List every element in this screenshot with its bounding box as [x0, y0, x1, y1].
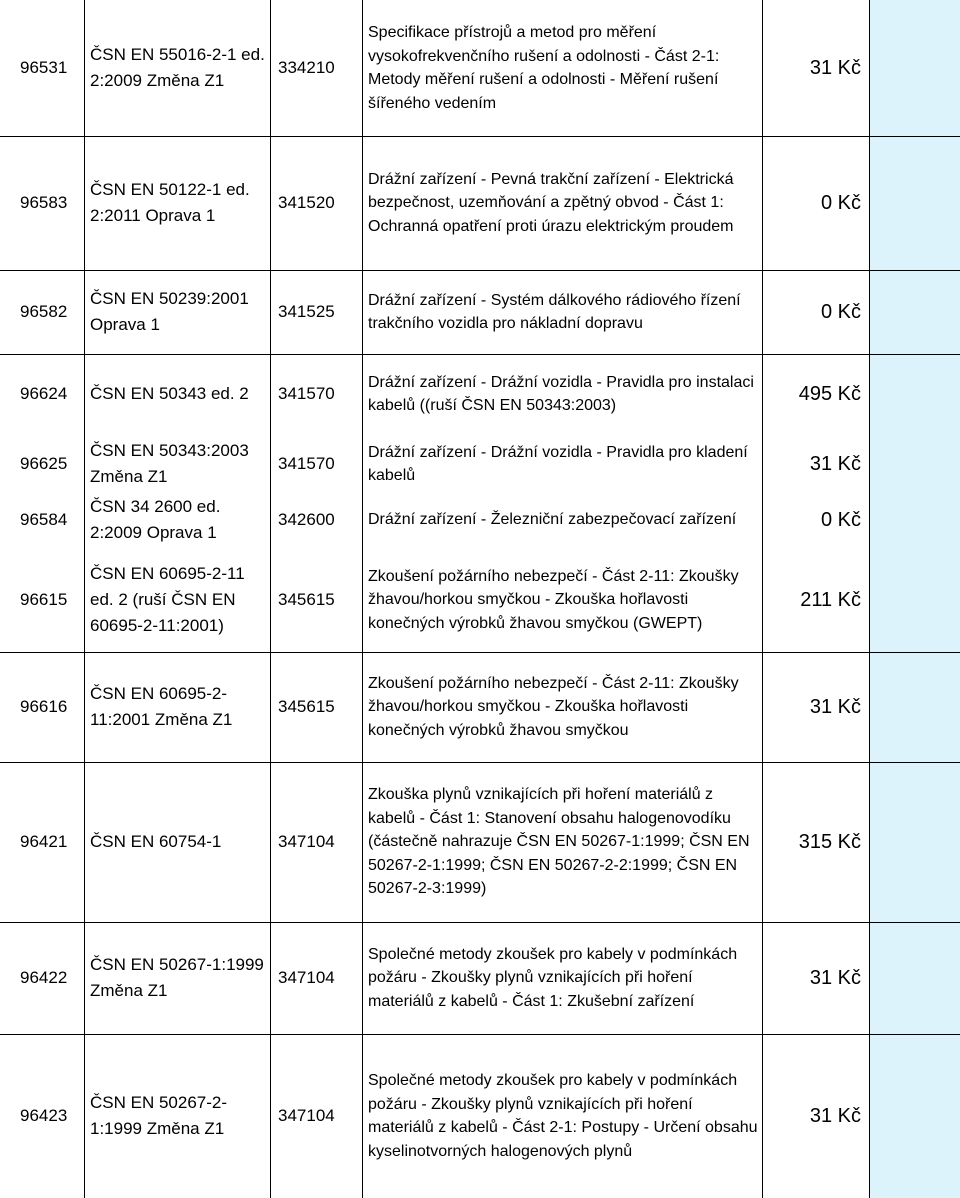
standard-description: Společné metody zkoušek pro kabely v podmínkách požáru - Zkoušky plynů vznikajících při hoření materiálů z kabelů - Část 2-1: Postupy - Určení obsahu kyselinotvorných halogenových plynů — [368, 1072, 758, 1160]
price: 31 Kč — [809, 1104, 861, 1127]
item-id: 96422 — [20, 968, 68, 987]
class-code: 342600 — [278, 510, 335, 529]
price: 211 Kč — [800, 588, 861, 611]
standard-name: ČSN EN 50267-2-1:1999 Změna Z1 — [90, 1093, 228, 1138]
class-code: 341525 — [278, 302, 335, 321]
class-code: 345615 — [278, 590, 335, 609]
table-row — [0, 492, 960, 548]
class-code: 347104 — [278, 968, 335, 987]
standard-name: ČSN EN 50122-1 ed. 2:2011 Oprava 1 — [90, 180, 250, 225]
table-row — [0, 1034, 960, 1198]
class-code: 345615 — [278, 697, 335, 716]
class-code: 341520 — [278, 193, 335, 212]
standard-description: Společné metody zkoušek pro kabely v podmínkách požáru - Zkoušky plynů vznikajících při hoření materiálů z kabelů - Část 1: Zkušební zařízení — [368, 945, 738, 1010]
standard-description: Zkouška plynů vznikajících při hoření materiálů z kabelů - Část 1: Stanovení obsahu halogenovodíku (částečně nahrazuje ČSN EN 50267-1:1999; ČSN EN 50267-2-1:1999; ČSN EN 50267-2-2:1999; ČSN EN 50267-2-3:1999) — [368, 786, 750, 898]
class-code: 347104 — [278, 832, 335, 851]
item-id: 96624 — [20, 384, 68, 403]
table-row — [0, 434, 960, 494]
item-id: 96625 — [20, 454, 68, 473]
item-id: 96582 — [20, 302, 68, 321]
price: 315 Kč — [798, 830, 861, 853]
standard-description: Drážní zařízení - Drážní vozidla - Pravidla pro instalaci kabelů ((ruší ČSN EN 50343:2003) — [368, 373, 754, 414]
standard-description: Drážní zařízení - Systém dálkového rádiového řízení trakčního vozidla pro nákladní dopravu — [368, 291, 741, 332]
standard-description: Drážní zařízení - Železniční zabezpečovací zařízení — [368, 511, 737, 529]
standard-name: ČSN EN 50239:2001 Oprava 1 — [90, 289, 249, 334]
table-row — [0, 270, 960, 354]
item-id: 96616 — [20, 697, 68, 716]
standard-description: Zkoušení požárního nebezpečí - Část 2-11: Zkoušky žhavou/horkou smyčkou - Zkouška hořlavosti konečných výrobků žhavou smyčkou (GWEPT) — [368, 567, 739, 632]
standard-name: ČSN EN 50343 ed. 2 — [90, 384, 249, 403]
item-id: 96584 — [20, 510, 68, 529]
price: 31 Kč — [809, 452, 861, 475]
price: 31 Kč — [809, 695, 861, 718]
price: 0 Kč — [820, 300, 861, 323]
price: 0 Kč — [820, 191, 861, 214]
standard-name: ČSN 34 2600 ed. 2:2009 Oprava 1 — [90, 497, 221, 542]
standard-description: Specifikace přístrojů a metod pro měření vysokofrekvenčního rušení a odolnosti - Část 2-1: Metody měření rušení a odolnosti - Měření rušení šířeného vedením — [368, 24, 720, 112]
table-row — [0, 548, 960, 652]
price: 31 Kč — [809, 56, 861, 79]
item-id: 96421 — [20, 832, 68, 851]
standard-name: ČSN EN 60754-1 — [90, 832, 222, 851]
table-row — [0, 762, 960, 922]
class-code: 341570 — [278, 454, 335, 473]
item-id: 96423 — [20, 1106, 68, 1125]
item-id: 96531 — [20, 58, 68, 77]
price: 0 Kč — [820, 508, 861, 531]
standard-name: ČSN EN 55016-2-1 ed. 2:2009 Změna Z1 — [90, 45, 265, 90]
standard-name: ČSN EN 60695-2-11:2001 Změna Z1 — [90, 684, 233, 729]
standard-name: ČSN EN 50343:2003 Změna Z1 — [90, 441, 249, 486]
price: 31 Kč — [809, 966, 861, 989]
standard-name: ČSN EN 50267-1:1999 Změna Z1 — [90, 955, 264, 1000]
item-id: 96583 — [20, 193, 68, 212]
table-row — [0, 354, 960, 434]
class-code: 347104 — [278, 1106, 335, 1125]
class-code: 334210 — [278, 58, 335, 77]
standard-description: Drážní zařízení - Drážní vozidla - Pravidla pro kladení kabelů — [368, 443, 748, 484]
table-row — [0, 0, 960, 136]
table-row — [0, 652, 960, 762]
price: 495 Kč — [798, 382, 861, 405]
standard-description: Drážní zařízení - Pevná trakční zařízení - Elektrická bezpečnost, uzemňování a zpětný obvod - Část 1: Ochranná opatření proti úrazu elektrickým proudem — [368, 170, 734, 235]
item-id: 96615 — [20, 590, 68, 609]
class-code: 341570 — [278, 384, 335, 403]
standard-description: Zkoušení požárního nebezpečí - Část 2-11: Zkoušky žhavou/horkou smyčkou - Zkouška hořlavosti konečných výrobků žhavou smyčkou — [368, 674, 739, 739]
table-row — [0, 922, 960, 1034]
table-row — [0, 136, 960, 270]
standard-name: ČSN EN 60695-2-11 ed. 2 (ruší ČSN EN 60695-2-11:2001) — [90, 564, 245, 635]
